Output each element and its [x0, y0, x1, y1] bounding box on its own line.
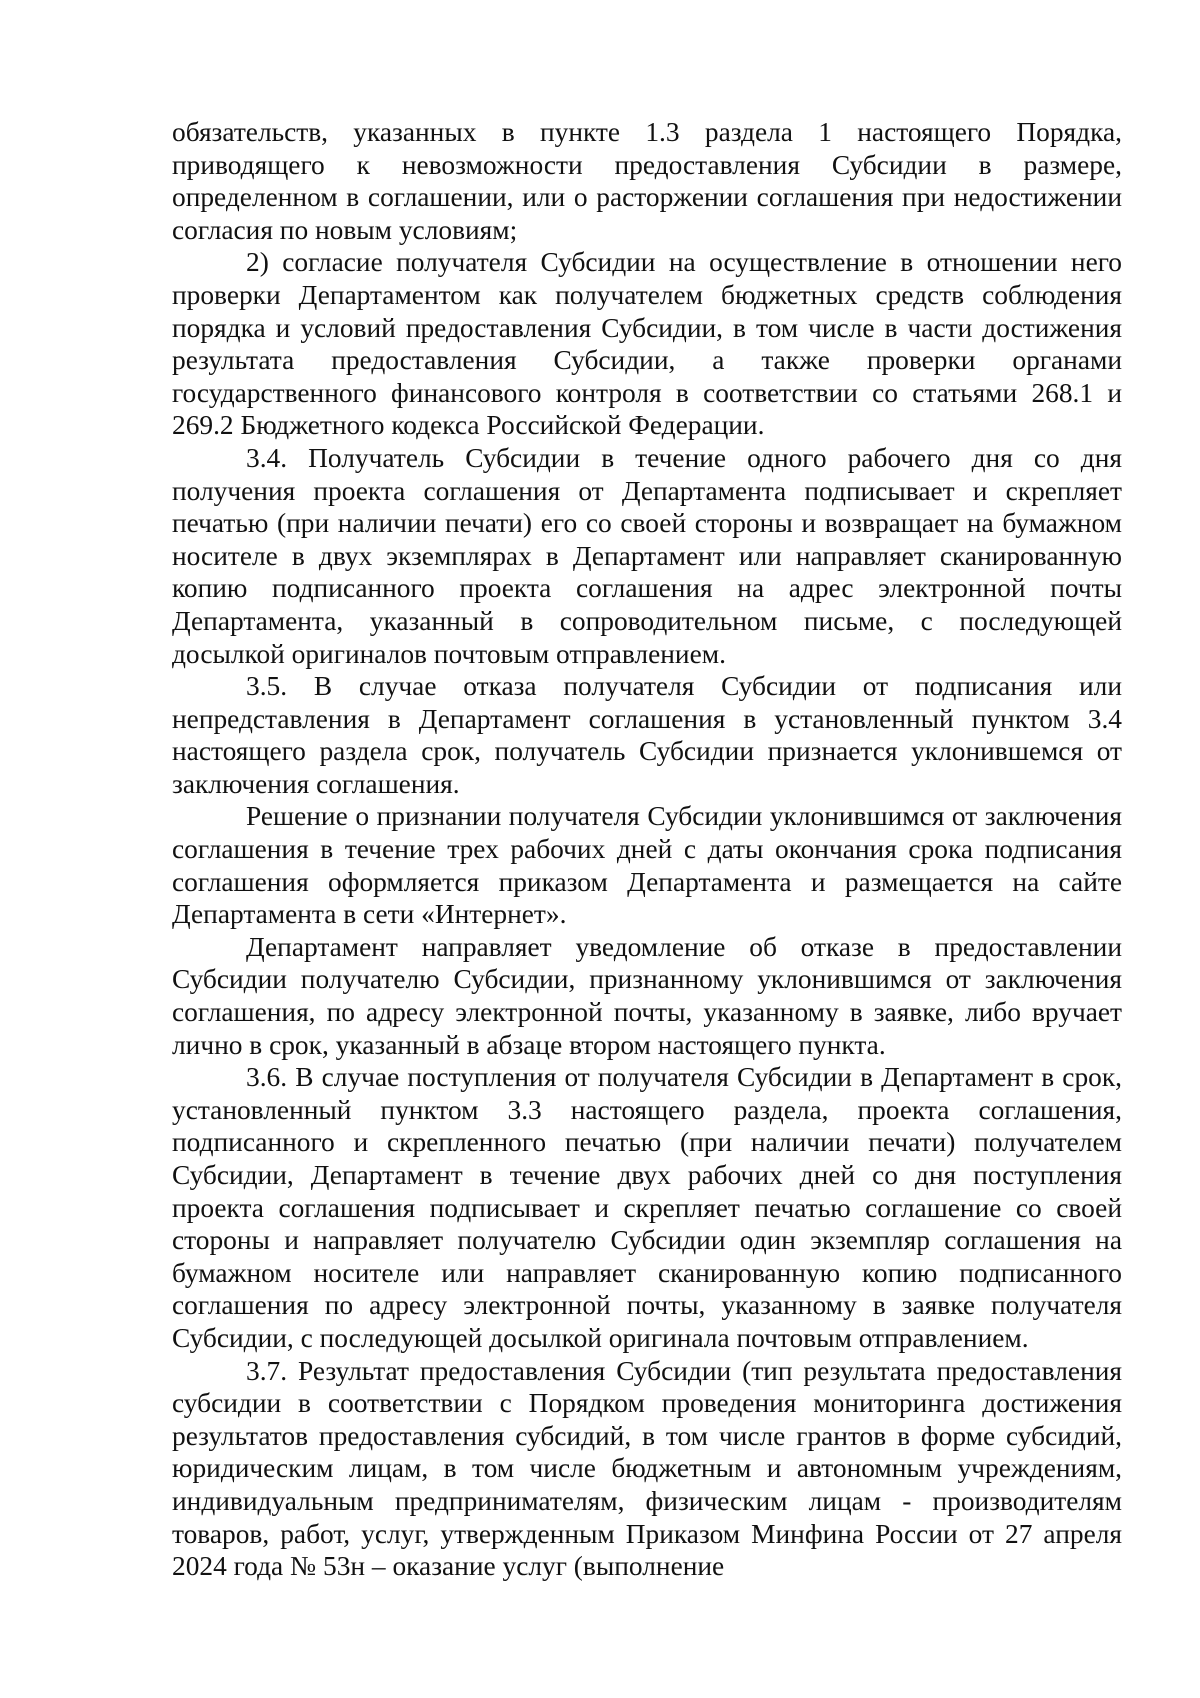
paragraph-3-5: 3.5. В случае отказа получателя Субсидии от подписания или непредставления в Департамент соглашения в установленный пунктом 3.4 настоящего раздела срок, получатель Субсидии признается уклонившемся от заключения соглашения.	[172, 671, 1122, 799]
paragraph-continuation: обязательств, указанных в пункте 1.3 раздела 1 настоящего Порядка, приводящего к невозможности предоставления Субсидии в размере, определенном в соглашении, или о расторжении соглашения при недостижении согласия по новым условиям;	[172, 117, 1122, 245]
paragraph-decision: Решение о признании получателя Субсидии уклонившимся от заключения соглашения в течение трех рабочих дней с даты окончания срока подписания соглашения оформляется приказом Департамента и размещается на сайте Департамента в сети «Интернет».	[172, 801, 1122, 930]
paragraph-notification: Департамент направляет уведомление об отказе в предоставлении Субсидии получателю Субсидии, признанному уклонившимся от заключения соглашения, по адресу электронной почты, указанному в заявке, либо вручает лично в срок, указанный в абзаце втором настоящего пункта.	[172, 931, 1122, 1060]
paragraph-3-6: 3.6. В случае поступления от получателя Субсидии в Департамент в срок, установленный пунктом 3.3 настоящего раздела, проекта соглашения, подписанного и скрепленного печатью (при наличии печати) получателем Субсидии, Департамент в течение двух рабочих дней со дня поступления проекта соглашения подписывает и скрепляет печатью соглашение со своей стороны и направляет получателю Субсидии один экземпляр соглашения на бумажном носителе или направляет сканированную копию подписанного соглашения по адресу электронной почты, указанному в заявке получателя Субсидии, с последующей досылкой оригинала почтовым отправлением.	[172, 1062, 1122, 1353]
paragraph-item-2: 2) согласие получателя Субсидии на осуществление в отношении него проверки Департаментом как получателем бюджетных средств соблюдения порядка и условий предоставления Субсидии, в том числе в части достижения результата предоставления Субсидии, а также проверки органами государственного финансового контроля в соответствии со статьями 268.1 и 269.2 Бюджетного кодекса Российской Федерации.	[172, 247, 1122, 441]
paragraph-3-7: 3.7. Результат предоставления Субсидии (тип результата предоставления субсидии в соответствии с Порядком проведения мониторинга достижения результатов предоставления субсидий, в том числе грантов в форме субсидий, юридическим лицам, в том числе бюджетным и автономным учреждениям, индивидуальным предпринимателям, физическим лицам - производителям товаров, работ, услуг, утвержденным Приказом Минфина России от 27 апреля 2024 года № 53н – оказание услуг (выполнение	[172, 1355, 1122, 1582]
document-page	[172, 116, 1122, 1583]
paragraph-3-4: 3.4. Получатель Субсидии в течение одного рабочего дня со дня получения проекта соглашения от Департамента подписывает и скрепляет печатью (при наличии печати) его со своей стороны и возвращает на бумажном носителе в двух экземплярах в Департамент или направляет сканированную копию подписанного проекта соглашения на адрес электронной почты Департамента, указанный в сопроводительном письме, с последующей досылкой оригиналов почтовым отправлением.	[172, 442, 1122, 669]
